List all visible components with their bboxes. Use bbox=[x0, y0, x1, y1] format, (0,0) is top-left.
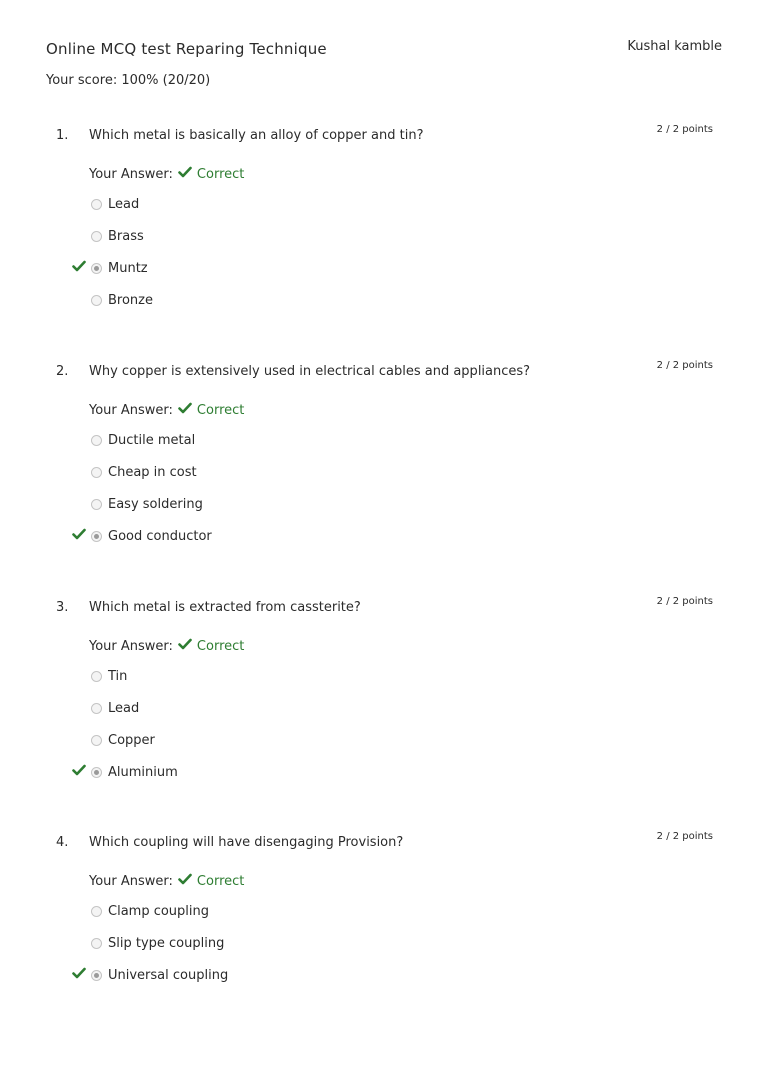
question-number: 2. bbox=[56, 364, 69, 379]
checkmark-icon bbox=[178, 166, 192, 178]
option-label: Slip type coupling bbox=[108, 935, 225, 951]
answer-option[interactable] bbox=[72, 666, 127, 686]
radio-button[interactable] bbox=[91, 970, 102, 981]
option-label: Muntz bbox=[108, 260, 148, 276]
answer-line bbox=[89, 873, 244, 889]
radio-button[interactable] bbox=[91, 499, 102, 510]
radio-button[interactable] bbox=[91, 767, 102, 778]
answer-status: Correct bbox=[196, 873, 245, 889]
correct-check-icon bbox=[178, 873, 192, 889]
question-block bbox=[0, 124, 768, 358]
option-label: Bronze bbox=[108, 292, 153, 308]
checkmark-icon bbox=[72, 260, 86, 272]
option-label: Good conductor bbox=[108, 528, 212, 544]
selected-check-icon bbox=[72, 260, 88, 276]
question-text: Why copper is extensively used in electrical cables and appliances? bbox=[89, 364, 531, 379]
answer-option[interactable] bbox=[72, 290, 153, 310]
question-points: 2 / 2 points bbox=[656, 124, 713, 135]
correct-check-icon bbox=[178, 638, 192, 654]
option-label: Easy soldering bbox=[108, 496, 203, 512]
radio-button[interactable] bbox=[91, 531, 102, 542]
option-label: Cheap in cost bbox=[108, 464, 197, 480]
question-points: 2 / 2 points bbox=[656, 360, 713, 371]
checkmark-icon bbox=[72, 764, 86, 776]
checkmark-icon bbox=[72, 967, 86, 979]
answer-option[interactable] bbox=[72, 730, 155, 750]
question-number: 1. bbox=[56, 128, 69, 143]
answer-label: Your Answer: bbox=[89, 166, 173, 182]
answer-label: Your Answer: bbox=[89, 402, 173, 418]
answer-option[interactable] bbox=[72, 226, 144, 246]
answer-option[interactable] bbox=[72, 698, 139, 718]
radio-button[interactable] bbox=[91, 703, 102, 714]
user-name: Kushal kamble bbox=[627, 39, 722, 54]
answer-option[interactable] bbox=[72, 258, 148, 278]
answer-option[interactable] bbox=[72, 965, 228, 985]
question-number: 3. bbox=[56, 600, 69, 615]
checkmark-icon bbox=[178, 873, 192, 885]
checkmark-icon bbox=[178, 402, 192, 414]
question-text: Which metal is extracted from cassterite? bbox=[89, 600, 361, 615]
radio-button[interactable] bbox=[91, 938, 102, 949]
question-points: 2 / 2 points bbox=[656, 831, 713, 842]
answer-line bbox=[89, 166, 244, 182]
answer-option[interactable] bbox=[72, 762, 178, 782]
question-text: Which metal is basically an alloy of copper and tin? bbox=[89, 128, 424, 143]
answer-option[interactable] bbox=[72, 494, 203, 514]
answer-label: Your Answer: bbox=[89, 638, 173, 654]
question-block bbox=[0, 831, 768, 1065]
checkmark-icon bbox=[178, 638, 192, 650]
radio-button[interactable] bbox=[91, 435, 102, 446]
selected-check-icon bbox=[72, 528, 88, 544]
option-label: Brass bbox=[108, 228, 144, 244]
option-label: Ductile metal bbox=[108, 432, 196, 448]
selected-check-icon bbox=[72, 764, 88, 780]
question-points: 2 / 2 points bbox=[656, 596, 713, 607]
score-summary: Your score: 100% (20/20) bbox=[46, 73, 211, 88]
question-text: Which coupling will have disengaging Provision? bbox=[89, 835, 404, 850]
answer-option[interactable] bbox=[72, 430, 195, 450]
answer-line bbox=[89, 402, 244, 418]
option-label: Tin bbox=[108, 668, 128, 684]
answer-status: Correct bbox=[196, 638, 245, 654]
option-label: Lead bbox=[108, 196, 140, 212]
question-block bbox=[0, 596, 768, 830]
answer-option[interactable] bbox=[72, 901, 209, 921]
correct-check-icon bbox=[178, 166, 192, 182]
option-label: Aluminium bbox=[108, 764, 178, 780]
answer-status: Correct bbox=[196, 166, 245, 182]
radio-button[interactable] bbox=[91, 295, 102, 306]
option-label: Clamp coupling bbox=[108, 903, 210, 919]
question-block bbox=[0, 360, 768, 594]
question-number: 4. bbox=[56, 835, 69, 850]
radio-button[interactable] bbox=[91, 231, 102, 242]
radio-button[interactable] bbox=[91, 199, 102, 210]
answer-option[interactable] bbox=[72, 526, 212, 546]
option-label: Lead bbox=[108, 700, 140, 716]
answer-status: Correct bbox=[196, 402, 245, 418]
answer-option[interactable] bbox=[72, 194, 139, 214]
answer-line bbox=[89, 638, 244, 654]
answer-label: Your Answer: bbox=[89, 873, 173, 889]
answer-option[interactable] bbox=[72, 933, 224, 953]
option-label: Universal coupling bbox=[108, 967, 229, 983]
radio-button[interactable] bbox=[91, 263, 102, 274]
correct-check-icon bbox=[178, 402, 192, 418]
option-label: Copper bbox=[108, 732, 155, 748]
answer-option[interactable] bbox=[72, 462, 197, 482]
radio-button[interactable] bbox=[91, 467, 102, 478]
checkmark-icon bbox=[72, 528, 86, 540]
page-title: Online MCQ test Reparing Technique bbox=[46, 40, 327, 58]
selected-check-icon bbox=[72, 967, 88, 983]
radio-button[interactable] bbox=[91, 906, 102, 917]
radio-button[interactable] bbox=[91, 735, 102, 746]
radio-button[interactable] bbox=[91, 671, 102, 682]
